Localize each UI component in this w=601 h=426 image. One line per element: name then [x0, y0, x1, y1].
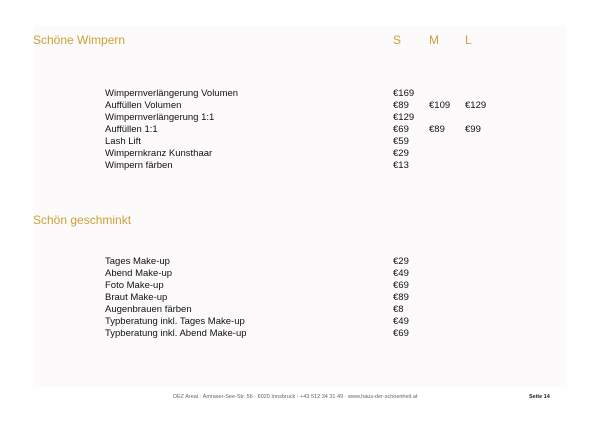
service-name: Typberatung inkl. Abend Make-up [105, 328, 247, 339]
service-name: Tages Make-up [105, 256, 170, 267]
price-row [0, 268, 601, 280]
price-s: €8 [393, 304, 404, 315]
price-s: €49 [393, 316, 409, 327]
service-name: Typberatung inkl. Tages Make-up [105, 316, 245, 327]
price-s: €89 [393, 100, 409, 111]
page-number: Seite 14 [529, 394, 550, 400]
price-row [0, 160, 601, 172]
price-s: €13 [393, 160, 409, 171]
price-l: €129 [465, 100, 487, 111]
price-row [0, 100, 601, 112]
price-s: €169 [393, 88, 415, 99]
column-header-m: M [429, 33, 439, 47]
price-row [0, 136, 601, 148]
service-name: Braut Make-up [105, 292, 168, 303]
price-l: €99 [465, 124, 481, 135]
price-s: €69 [393, 280, 409, 291]
price-row [0, 148, 601, 160]
price-row [0, 88, 601, 100]
service-name: Wimpernkranz Kunsthaar [105, 148, 213, 159]
price-row [0, 304, 601, 316]
price-row [0, 112, 601, 124]
service-name: Auffüllen Volumen [105, 100, 182, 111]
price-row [0, 316, 601, 328]
price-s: €69 [393, 124, 409, 135]
footer-address: DEZ Areal · Amraser-See-Str. 56 · 6020 Innsbruck · +43 512 34 31 49 · www.haus-der-schoenheit.at [173, 394, 418, 400]
section-title-makeup: Schön geschminkt [33, 213, 132, 227]
service-name: Wimpern färben [105, 160, 173, 171]
price-row [0, 292, 601, 304]
price-s: €49 [393, 268, 409, 279]
price-s: €69 [393, 328, 409, 339]
price-s: €29 [393, 148, 409, 159]
price-s: €29 [393, 256, 409, 267]
price-row [0, 256, 601, 268]
price-row [0, 328, 601, 340]
price-s: €89 [393, 292, 409, 303]
service-name: Abend Make-up [105, 268, 173, 279]
column-header-s: S [393, 33, 402, 47]
service-name: Lash Lift [105, 136, 141, 147]
price-row [0, 280, 601, 292]
price-m: €89 [429, 124, 445, 135]
service-name: Wimpernverlängerung Volumen [105, 88, 239, 99]
price-s: €129 [393, 112, 415, 123]
service-name: Augenbrauen färben [105, 304, 192, 315]
price-m: €109 [429, 100, 451, 111]
service-name: Auffüllen 1:1 [105, 124, 158, 135]
section-title-wimpern: Schöne Wimpern [33, 33, 126, 47]
price-s: €59 [393, 136, 409, 147]
column-header-l: L [465, 33, 472, 47]
price-row [0, 124, 601, 136]
service-name: Wimpernverlängerung 1:1 [105, 112, 215, 123]
service-name: Foto Make-up [105, 280, 164, 291]
